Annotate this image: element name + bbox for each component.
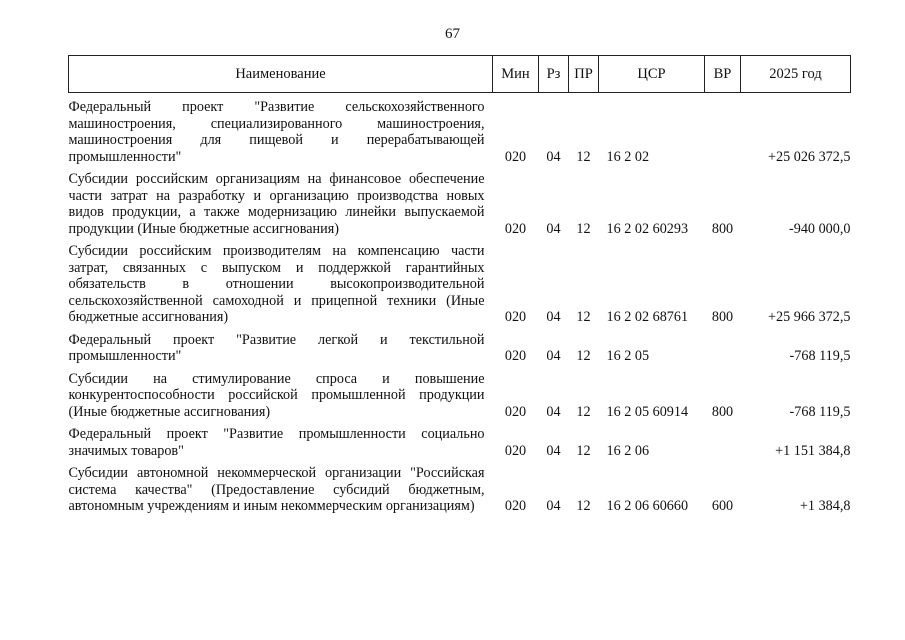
header-csr: ЦСР: [599, 56, 705, 93]
row-pr: 12: [576, 498, 591, 514]
row-csr: 16 2 06 60660: [606, 498, 689, 514]
row-amount: +1 384,8: [799, 498, 851, 514]
row-rz: 04: [546, 148, 561, 165]
row-rz: 04: [546, 498, 561, 514]
row-pr: 12: [576, 348, 591, 364]
table-header-row: [69, 56, 851, 93]
row-min: 020: [504, 348, 527, 364]
table-body: [69, 93, 851, 515]
row-name: Субсидии на стимулирование спроса и повышение конкурентоспособности российской промышленной продукции (Иные бюджетные ассигнования): [68, 370, 485, 420]
header-rz: Рз: [539, 56, 569, 93]
row-name: Субсидии автономной некоммерческой организации "Российская система качества" (Предоставление субсидий бюджетным, автономным учреждениям и иным некоммерческим организациям): [68, 465, 485, 514]
table-row: [69, 165, 851, 237]
row-vr: 800: [711, 309, 734, 325]
row-pr: 12: [576, 220, 591, 237]
table-row: [69, 237, 851, 326]
row-rz: 04: [546, 442, 561, 459]
row-csr: 16 2 02: [606, 148, 650, 165]
row-pr: 12: [576, 403, 591, 420]
table-row: [69, 93, 851, 166]
row-pr: 12: [576, 148, 591, 165]
table-row: [69, 459, 851, 515]
row-vr: [705, 326, 741, 365]
table-row: [69, 420, 851, 459]
page-number: 67: [445, 26, 460, 42]
row-csr: 16 2 02 68761: [606, 309, 689, 325]
row-amount: -940 000,0: [789, 220, 851, 237]
budget-table: [68, 55, 851, 515]
row-rz: 04: [546, 403, 561, 420]
row-min: 020: [504, 309, 527, 325]
row-min: 020: [504, 498, 527, 514]
row-vr: 600: [711, 498, 734, 514]
header-min: Мин: [493, 56, 539, 93]
row-min: 020: [504, 148, 527, 165]
row-csr: 16 2 02 60293: [606, 220, 689, 237]
row-csr: 16 2 06: [606, 442, 650, 459]
row-rz: 04: [546, 220, 561, 237]
row-amount: -768 119,5: [789, 348, 851, 364]
row-vr: [705, 93, 741, 166]
row-vr: 800: [711, 220, 734, 237]
row-csr: 16 2 05 60914: [606, 403, 689, 420]
table-row: [69, 326, 851, 365]
header-pr: ПР: [569, 56, 599, 93]
row-amount: +1 151 384,8: [775, 442, 851, 459]
row-csr: 16 2 05: [606, 348, 650, 364]
header-vr: ВР: [705, 56, 741, 93]
row-amount: +25 026 372,5: [768, 148, 851, 165]
row-min: 020: [504, 403, 527, 420]
row-name: Субсидии российским организациям на финансовое обеспечение части затрат на разработку и организацию производства новых видов продукции, а также модернизацию линейки выпускаемой продукции (Иные бюджетные ассигнования): [68, 171, 485, 237]
row-name: Федеральный проект "Развитие легкой и текстильной промышленности": [68, 331, 485, 364]
row-pr: 12: [576, 442, 591, 459]
row-name: Субсидии российским производителям на компенсацию части затрат, связанных с выпуском и поддержкой гарантийных обязательств в отношении высокопроизводительной сельскохозяйственной самоходной и прицепной техники (Иные бюджетные ассигнования): [68, 243, 485, 325]
row-vr: [705, 420, 741, 459]
row-min: 020: [504, 220, 527, 237]
row-name: Федеральный проект "Развитие сельскохозяйственного машиностроения, специализированного машиностроения, машиностроения для пищевой и перерабатывающей промышленности": [68, 99, 485, 165]
row-rz: 04: [546, 309, 561, 325]
row-amount: +25 966 372,5: [768, 309, 851, 325]
row-name: Федеральный проект "Развитие промышленности социально значимых товаров": [68, 426, 485, 459]
table-row: [69, 365, 851, 421]
row-min: 020: [504, 442, 527, 459]
row-amount: -768 119,5: [789, 403, 851, 420]
header-year: 2025 год: [741, 56, 851, 93]
row-vr: 800: [711, 403, 734, 420]
row-rz: 04: [546, 348, 561, 364]
header-name: Наименование: [69, 56, 493, 93]
row-pr: 12: [576, 309, 591, 325]
